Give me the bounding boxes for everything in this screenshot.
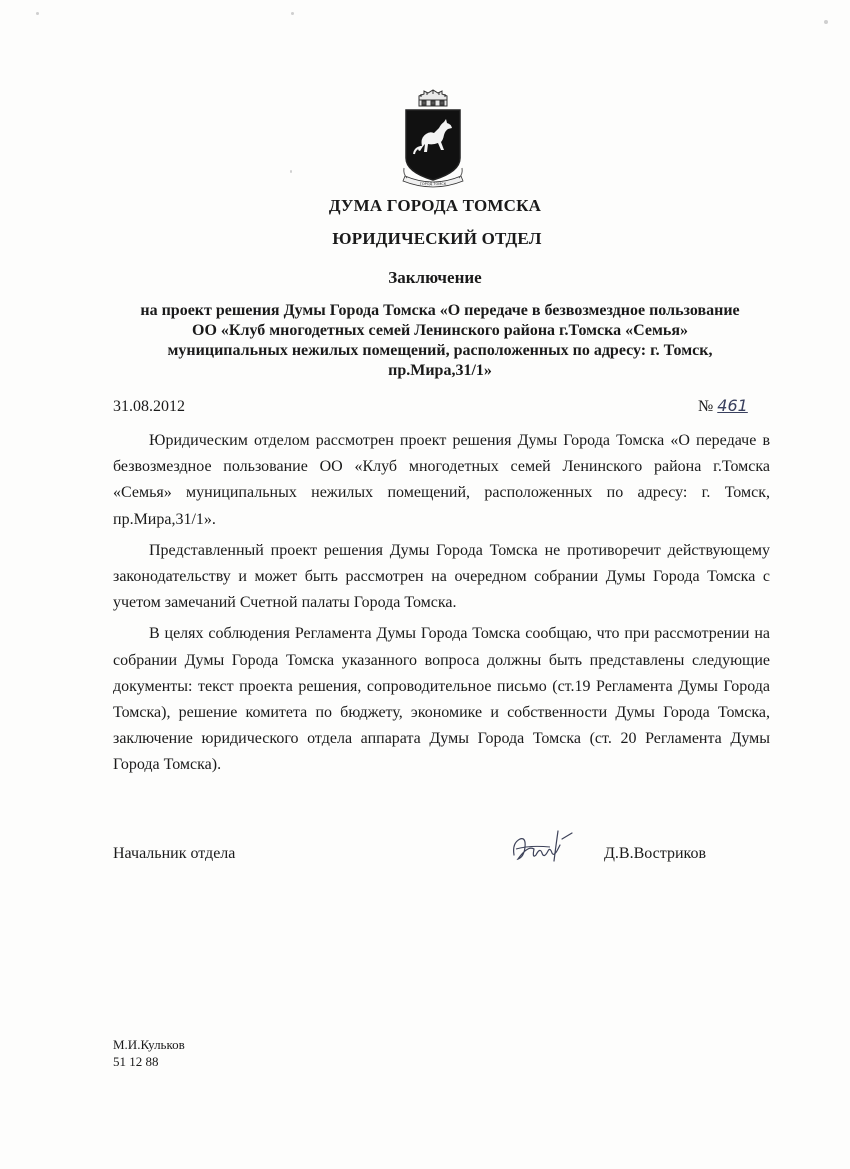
subject-line: на проект решения Думы Города Томска «О передаче в безвозмездное пользование xyxy=(140,302,740,319)
document-date: 31.08.2012 xyxy=(113,398,185,415)
executor-phone: 51 12 88 xyxy=(113,1054,159,1069)
subject-line: муниципальных нежилых помещений, расположенных по адресу: г. Томск, xyxy=(167,342,713,359)
executor-name: М.И.Кульков xyxy=(113,1037,185,1052)
department-name: ЮРИДИЧЕСКИЙ ОТДЕЛ xyxy=(332,229,542,248)
scan-speck xyxy=(290,170,292,173)
scan-speck xyxy=(291,12,294,15)
tomsk-coat-of-arms-icon xyxy=(397,88,469,194)
signer-position: Начальник отдела xyxy=(113,845,236,862)
signer-name: Д.В.Востриков xyxy=(604,845,707,862)
scan-speck xyxy=(36,12,39,15)
handwritten-signature-icon xyxy=(508,825,578,869)
body-paragraph: Представленный проект решения Думы Города Томска не противоречит действующему законодательству и может быть рассмотрен на очередном собрании Думы Города Томска с учетом замечаний Счетной палаты Города Томска. xyxy=(113,541,770,612)
svg-text:ГОРОД ТОМСК: ГОРОД ТОМСК xyxy=(419,182,447,186)
number-value: 461 xyxy=(717,396,748,415)
executor-info xyxy=(113,1036,185,1070)
subject-line: ОО «Клуб многодетных семей Ленинского района г.Томска «Семья» xyxy=(192,322,688,339)
document-body xyxy=(113,428,770,779)
number-label: № xyxy=(698,398,714,415)
body-paragraph: Юридическим отделом рассмотрен проект решения Думы Города Томска «О передаче в безвозмездное пользование ОО «Клуб многодетных семей Ленинского района г.Томска «Семья» муниципальных нежилых помещений, расположенных по адресу: г. Томск, пр.Мира,31/1». xyxy=(113,432,770,528)
organization-name: ДУМА ГОРОДА ТОМСКА xyxy=(328,196,542,215)
document-number xyxy=(698,396,748,416)
document-type: Заключение xyxy=(388,268,482,287)
document-subject xyxy=(95,301,785,381)
scan-speck xyxy=(824,20,828,24)
subject-line: пр.Мира,31/1» xyxy=(388,362,492,379)
body-paragraph: В целях соблюдения Регламента Думы Города Томска сообщаю, что при рассмотрении на собрании Думы Города Томска указанного вопроса должны быть представлены следующие документы: текст проекта решения, сопроводительное письмо (ст.19 Регламента Думы Города Томска), решение комитета по бюджету, экономике и собственности Думы Города Томска, заключение юридического отдела аппарата Думы Города Томска (ст. 20 Регламента Думы Города Томска). xyxy=(113,625,770,774)
